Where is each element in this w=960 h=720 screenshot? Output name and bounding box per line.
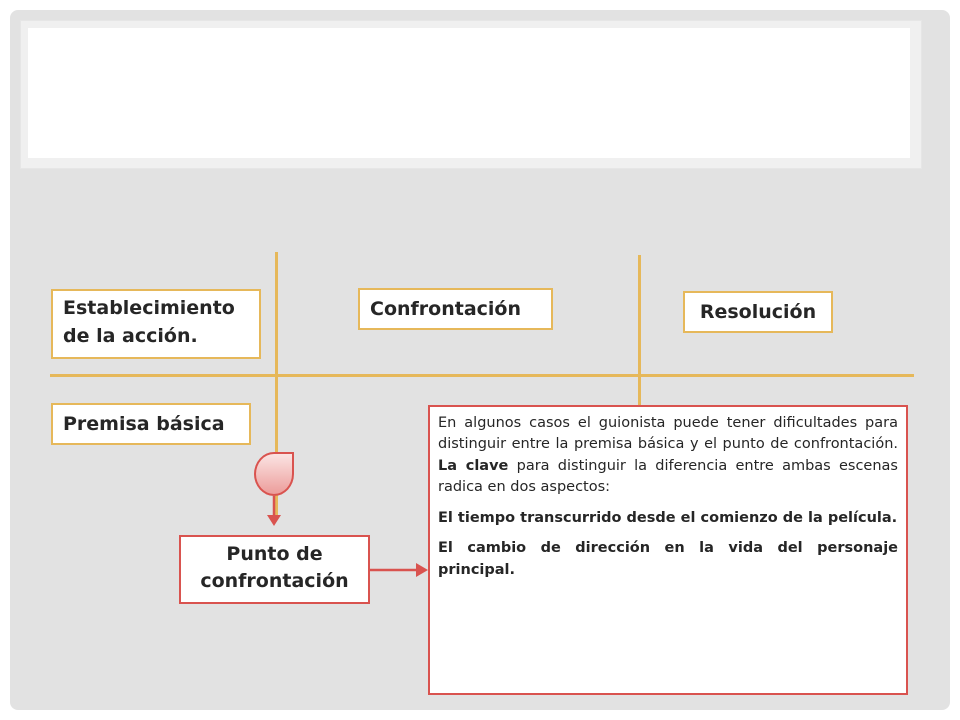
aspect-1: El tiempo transcurrido desde el comienzo de la película. bbox=[438, 509, 898, 526]
explanation-paragraph: En algunos casos el guionista puede tener dificultades para distinguir entre la premisa básica y el punto de confrontación. La clave para distinguir la diferencia entre ambas escenas radica en dos aspectos: bbox=[438, 415, 898, 496]
stage-establecimiento: Establecimiento de la acción. bbox=[51, 289, 261, 359]
arrow-down-head bbox=[267, 515, 281, 526]
stage-resolucion: Resolución bbox=[683, 291, 833, 333]
key-term: La clave bbox=[438, 457, 509, 474]
punto-confrontacion-box: Punto de confrontación bbox=[179, 535, 370, 604]
stage-confrontacion: Confrontación bbox=[358, 288, 553, 330]
explanation-box bbox=[428, 405, 908, 695]
premisa-basica-box: Premisa básica bbox=[51, 403, 251, 445]
aspect-2: El cambio de dirección en la vida del personaje principal. bbox=[438, 540, 898, 578]
arrow-right-head bbox=[416, 563, 428, 577]
